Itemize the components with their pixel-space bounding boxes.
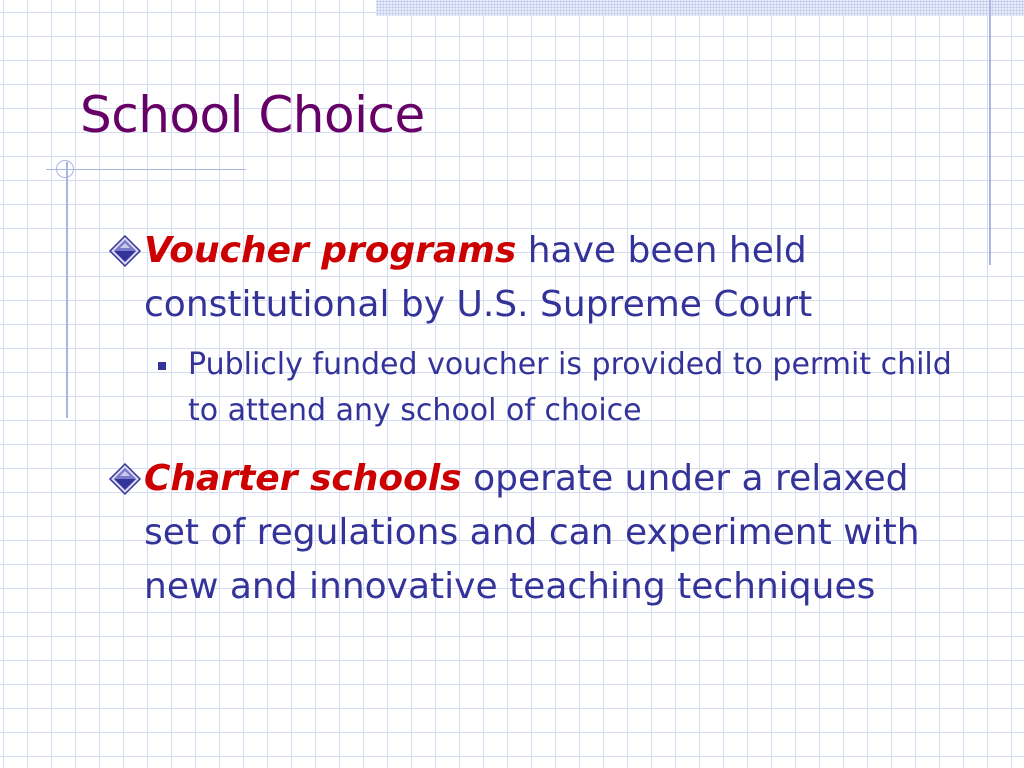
diamond-bullet-icon — [108, 462, 142, 496]
title-underline — [46, 169, 246, 170]
bullet-emphasis: Charter schools — [144, 458, 462, 499]
sub-bullet-text: Publicly funded voucher is provided to permit child to attend any school of choice — [188, 347, 952, 428]
bullet-body: operate under a relaxed set of regulations and can experiment with new and innovative teaching techniques — [144, 458, 920, 607]
decorative-corner-band — [376, 0, 1024, 16]
decorative-vertical-line-right — [989, 0, 991, 265]
bullet-emphasis: Voucher programs — [144, 230, 517, 271]
decorative-circle-mark — [56, 160, 74, 178]
bullet-body: have been held constitutional by U.S. Supreme Court — [144, 230, 813, 325]
bullet-text — [144, 224, 948, 332]
slide-title: School Choice — [80, 86, 425, 144]
bullet-text — [144, 452, 948, 614]
diamond-bullet-icon — [108, 234, 142, 268]
sub-bullet-publicly-funded — [158, 342, 958, 434]
bullet-charter-schools — [108, 452, 948, 614]
square-bullet-icon — [158, 362, 166, 370]
decorative-vertical-line-left — [66, 162, 68, 418]
bullet-voucher-programs — [108, 224, 948, 332]
